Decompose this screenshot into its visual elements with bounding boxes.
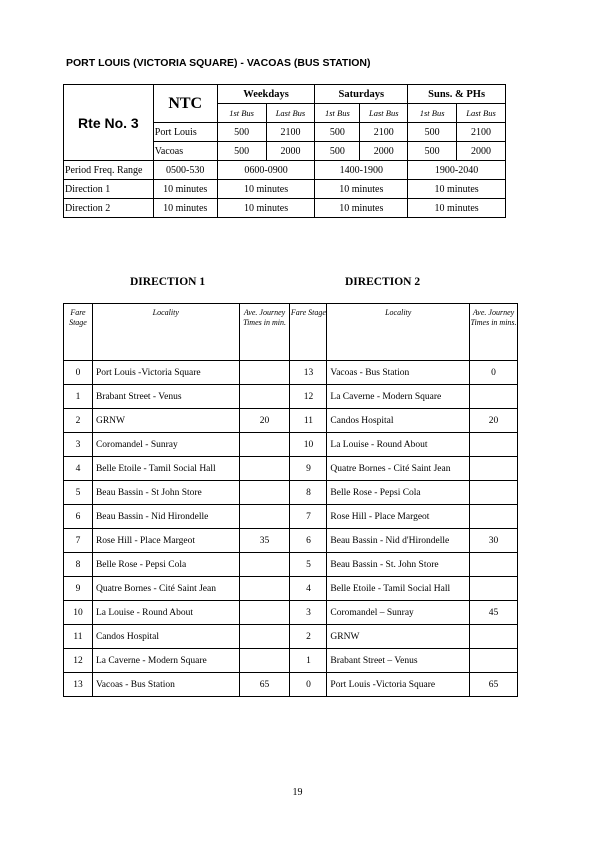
table-row	[64, 505, 518, 529]
table-row	[64, 625, 518, 649]
fare-stage-cell: 8	[290, 481, 327, 505]
locality-cell: Beau Bassin - St. John Store	[327, 553, 470, 577]
fare-stage-cell: 1	[290, 649, 327, 673]
page-number: 19	[292, 787, 303, 798]
frequency-value: 10 minutes	[217, 199, 315, 218]
table-row	[64, 481, 518, 505]
group-header: Suns. & PHs	[408, 85, 506, 104]
frequency-value: 10 minutes	[153, 180, 217, 199]
frequency-value: 10 minutes	[408, 199, 506, 218]
locality-cell: Vacoas - Bus Station	[92, 673, 239, 697]
table-row	[64, 649, 518, 673]
journey-time-header: Ave. Journey Times in mins.	[470, 304, 518, 361]
journey-time-cell: 30	[470, 529, 518, 553]
time-cell: 2100	[360, 123, 408, 142]
locality-header: Locality	[327, 304, 470, 361]
table-row	[64, 457, 518, 481]
time-cell: 2000	[266, 142, 315, 161]
operator-name: NTC	[153, 85, 217, 123]
table-row	[64, 577, 518, 601]
journey-time-cell	[470, 649, 518, 673]
locality-header: Locality	[92, 304, 239, 361]
journey-time-cell	[470, 433, 518, 457]
fare-stage-cell: 3	[290, 601, 327, 625]
schedule-table	[63, 84, 506, 218]
sub-header: 1st Bus	[315, 104, 360, 123]
locality-cell: La Caverne - Modern Square	[92, 649, 239, 673]
locality-cell: Port Louis -Victoria Square	[327, 673, 470, 697]
locality-cell: Port Louis -Victoria Square	[92, 361, 239, 385]
locality-cell: Coromandel - Sunray	[92, 433, 239, 457]
group-header: Saturdays	[315, 85, 408, 104]
locality-cell: Candos Hospital	[92, 625, 239, 649]
period-value: 0600-0900	[217, 161, 315, 180]
period-value: 1400-1900	[315, 161, 408, 180]
fare-stage-cell: 6	[64, 505, 93, 529]
journey-time-cell	[239, 481, 290, 505]
locality-cell: Beau Bassin - Nid d'Hirondelle	[327, 529, 470, 553]
frequency-value: 10 minutes	[408, 180, 506, 199]
locality-cell: Candos Hospital	[327, 409, 470, 433]
locality-cell: Brabant Street – Venus	[327, 649, 470, 673]
locality-cell: Quatre Bornes - Cité Saint Jean	[327, 457, 470, 481]
fare-stage-cell: 12	[290, 385, 327, 409]
fare-stage-table	[63, 303, 518, 697]
fare-stage-cell: 5	[64, 481, 93, 505]
frequency-value: 10 minutes	[315, 199, 408, 218]
fare-stage-cell: 0	[64, 361, 93, 385]
journey-time-cell	[470, 481, 518, 505]
fare-stage-cell: 9	[290, 457, 327, 481]
locality-cell: Beau Bassin - Nid Hirondelle	[92, 505, 239, 529]
time-cell: 500	[315, 123, 360, 142]
journey-time-cell	[470, 505, 518, 529]
fare-stage-cell: 0	[290, 673, 327, 697]
journey-time-cell	[470, 457, 518, 481]
journey-time-cell	[470, 625, 518, 649]
time-cell: 2000	[457, 142, 506, 161]
fare-stage-cell: 11	[64, 625, 93, 649]
journey-time-cell: 65	[239, 673, 290, 697]
fare-stage-cell: 4	[290, 577, 327, 601]
journey-time-cell	[239, 385, 290, 409]
fare-stage-cell: 13	[290, 361, 327, 385]
fare-stage-cell: 1	[64, 385, 93, 409]
time-cell: 500	[217, 123, 266, 142]
journey-time-cell	[239, 361, 290, 385]
route-number: Rte No. 3	[64, 85, 154, 161]
fare-stage-cell: 5	[290, 553, 327, 577]
journey-time-cell: 45	[470, 601, 518, 625]
journey-time-cell	[239, 553, 290, 577]
fare-stage-cell: 10	[290, 433, 327, 457]
sub-header: Last Bus	[266, 104, 315, 123]
locality-cell: Belle Rose - Pepsi Cola	[92, 553, 239, 577]
table-row	[64, 433, 518, 457]
journey-time-cell	[470, 577, 518, 601]
table-row	[64, 529, 518, 553]
journey-time-cell	[239, 601, 290, 625]
fare-stage-cell: 12	[64, 649, 93, 673]
fare-stage-cell: 2	[64, 409, 93, 433]
fare-stage-cell: 2	[290, 625, 327, 649]
journey-time-cell	[239, 577, 290, 601]
locality-cell: Quatre Bornes - Cité Saint Jean	[92, 577, 239, 601]
direction-2-heading: DIRECTION 2	[345, 276, 421, 288]
journey-time-cell	[239, 625, 290, 649]
period-value: 1900-2040	[408, 161, 506, 180]
journey-time-cell	[239, 505, 290, 529]
journey-time-cell: 20	[470, 409, 518, 433]
locality-cell: Vacoas - Bus Station	[327, 361, 470, 385]
time-cell: 500	[408, 123, 457, 142]
journey-time-cell	[239, 457, 290, 481]
locality-cell: Rose Hill - Place Margeot	[327, 505, 470, 529]
journey-time-cell: 35	[239, 529, 290, 553]
table-row	[64, 361, 518, 385]
table-row	[64, 385, 518, 409]
direction-label: Direction 2	[64, 199, 154, 218]
fare-stage-cell: 8	[64, 553, 93, 577]
fare-stage-cell: 3	[64, 433, 93, 457]
locality-cell: Belle Etoile - Tamil Social Hall	[327, 577, 470, 601]
journey-time-cell: 20	[239, 409, 290, 433]
period-value: 0500-530	[153, 161, 217, 180]
fare-stage-cell: 10	[64, 601, 93, 625]
locality-cell: La Caverne - Modern Square	[327, 385, 470, 409]
locality-cell: GRNW	[92, 409, 239, 433]
direction-label: Direction 1	[64, 180, 154, 199]
locality-cell: GRNW	[327, 625, 470, 649]
locality-cell: Brabant Street - Venus	[92, 385, 239, 409]
table-row	[64, 409, 518, 433]
time-cell: 2000	[360, 142, 408, 161]
stop-name: Port Louis	[153, 123, 217, 142]
direction-1-heading: DIRECTION 1	[130, 276, 206, 288]
fare-stage-header: Fare Stage	[290, 304, 327, 361]
fare-stage-cell: 11	[290, 409, 327, 433]
journey-time-header: Ave. Journey Times in min.	[239, 304, 290, 361]
fare-stage-header: Fare Stage	[64, 304, 93, 361]
fare-stage-cell: 4	[64, 457, 93, 481]
table-row	[64, 601, 518, 625]
fare-stage-cell: 7	[64, 529, 93, 553]
locality-cell: Belle Rose - Pepsi Cola	[327, 481, 470, 505]
journey-time-cell	[239, 649, 290, 673]
locality-cell: Belle Etoile - Tamil Social Hall	[92, 457, 239, 481]
table-row	[64, 553, 518, 577]
fare-stage-cell: 9	[64, 577, 93, 601]
journey-time-cell	[470, 553, 518, 577]
locality-cell: Rose Hill - Place Margeot	[92, 529, 239, 553]
time-cell: 2100	[457, 123, 506, 142]
frequency-value: 10 minutes	[217, 180, 315, 199]
time-cell: 500	[408, 142, 457, 161]
time-cell: 500	[217, 142, 266, 161]
locality-cell: La Louise - Round About	[327, 433, 470, 457]
page-title: PORT LOUIS (VICTORIA SQUARE) - VACOAS (BUS STATION)	[66, 57, 371, 69]
sub-header: Last Bus	[457, 104, 506, 123]
time-cell: 500	[315, 142, 360, 161]
locality-cell: Beau Bassin - St John Store	[92, 481, 239, 505]
group-header: Weekdays	[217, 85, 315, 104]
frequency-value: 10 minutes	[315, 180, 408, 199]
sub-header: 1st Bus	[408, 104, 457, 123]
journey-time-cell	[470, 385, 518, 409]
fare-stage-cell: 7	[290, 505, 327, 529]
journey-time-cell: 65	[470, 673, 518, 697]
table-row	[64, 673, 518, 697]
journey-time-cell: 0	[470, 361, 518, 385]
locality-cell: Coromandel – Sunray	[327, 601, 470, 625]
period-label: Period Freq. Range	[64, 161, 154, 180]
fare-stage-cell: 6	[290, 529, 327, 553]
stop-name: Vacoas	[153, 142, 217, 161]
journey-time-cell	[239, 433, 290, 457]
sub-header: 1st Bus	[217, 104, 266, 123]
time-cell: 2100	[266, 123, 315, 142]
sub-header: Last Bus	[360, 104, 408, 123]
fare-stage-cell: 13	[64, 673, 93, 697]
frequency-value: 10 minutes	[153, 199, 217, 218]
locality-cell: La Louise - Round About	[92, 601, 239, 625]
